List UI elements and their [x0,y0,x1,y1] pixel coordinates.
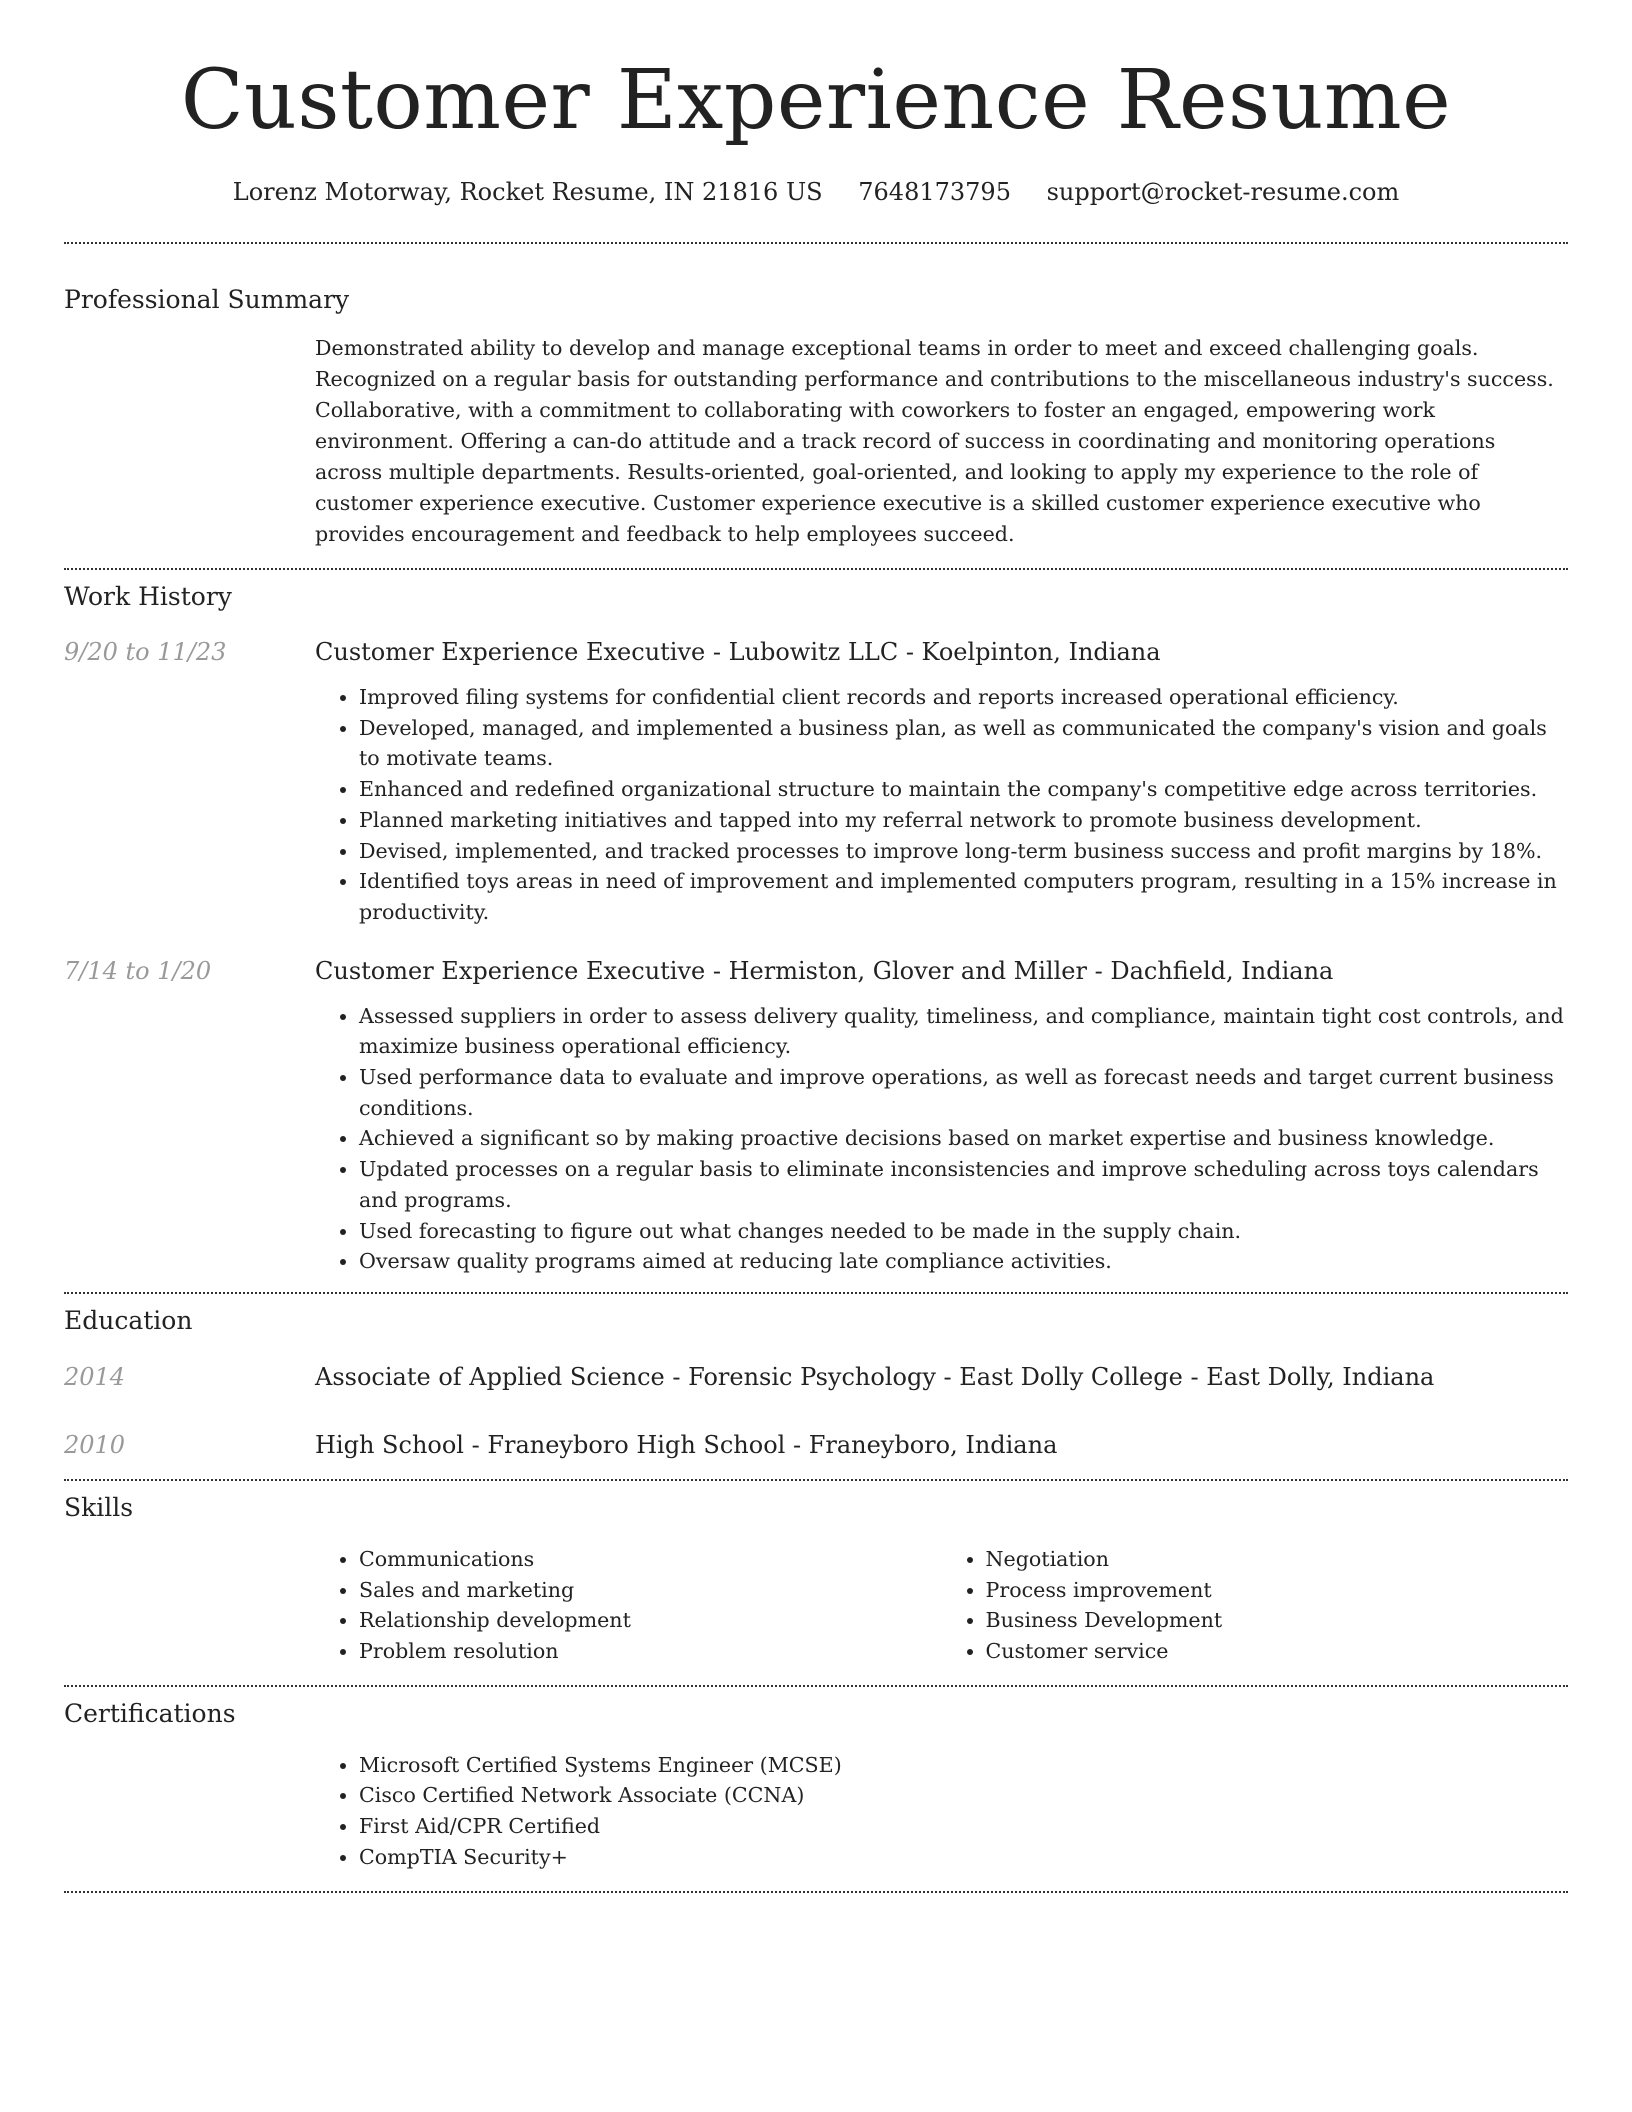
list-item: • Developed, managed, and implemented a business plan, as well as communicated the company's vision and goals to motivate teams. [359,713,1568,774]
list-item: • Sales and marketing [359,1575,942,1606]
section-title-education: Education [64,1305,193,1335]
list-item: • CompTIA Security+ [359,1842,1568,1873]
education-title: Associate of Applied Science - Forensic Psychology - East Dolly College - East Dolly, Indiana [315,1362,1435,1391]
list-item: • Customer service [986,1636,1569,1667]
divider [64,1685,1568,1687]
list-item: • Assessed suppliers in order to assess delivery quality, timeliness, and compliance, maintain tight cost controls, and maximize business operational efficiency. [359,1001,1568,1062]
list-item: • Microsoft Certified Systems Engineer (MCSE) [359,1750,1568,1781]
contact-email: support@rocket-resume.com [1046,178,1400,206]
skills-list [315,1544,1568,1667]
divider [64,242,1568,244]
divider [64,1479,1568,1481]
certifications-list [315,1750,1568,1873]
list-item: • Process improvement [986,1575,1569,1606]
list-item: • Identified toys areas in need of improvement and implemented computers program, resulting in a 15% increase in productivity. [359,866,1568,927]
section-title-summary: Professional Summary [64,285,350,314]
job-bullets [315,682,1568,928]
list-item: • Oversaw quality programs aimed at reducing late compliance activities. [359,1246,1568,1277]
list-item: • Used forecasting to figure out what changes needed to be made in the supply chain. [359,1216,1568,1247]
skills-column-left [315,1544,942,1667]
job-entry [64,636,1568,928]
list-item: • Relationship development [359,1605,942,1636]
resume-page [64,0,1568,1893]
education-entry [64,1361,1568,1393]
list-item: • Business Development [986,1605,1569,1636]
education-year: 2010 [64,1430,126,1459]
job-header [64,955,1568,987]
list-item: • Cisco Certified Network Associate (CCNA) [359,1780,1568,1811]
resume-title: Customer Experience Resume [180,53,1452,148]
section-title-work: Work History [64,582,232,611]
skills-column-right [942,1544,1569,1667]
contact-phone: 7648173795 [858,178,1011,206]
list-item: • Used performance data to evaluate and improve operations, as well as forecast needs and target current business conditions. [359,1062,1568,1123]
summary-text: Demonstrated ability to develop and manage exceptional teams in order to meet and exceed challenging goals. Recognized on a regular basis for outstanding performance and contributions to the miscellaneous industry's success. Collaborative, with a commitment to collaborating with coworkers to foster an engaged, empowering work environment. Offering a can-do attitude and a track record of success in coordinating and monitoring operations across multiple departments. Results-oriented, goal-oriented, and looking to apply my experience to the role of customer experience executive. Customer experience executive is a skilled customer experience executive who provides encouragement and feedback to help employees succeed. [315,336,1554,546]
list-item: • Communications [359,1544,942,1575]
section-title-certifications: Certifications [64,1698,236,1728]
education-title: High School - Franeyboro High School - Franeyboro, Indiana [315,1430,1058,1459]
list-item: • Achieved a significant so by making proactive decisions based on market expertise and business knowledge. [359,1123,1568,1154]
job-title: Customer Experience Executive - Hermiston, Glover and Miller - Dachfield, Indiana [315,956,1334,985]
job-header [64,636,1568,668]
contact-line [64,176,1568,208]
divider [64,568,1568,570]
list-item: • Problem resolution [359,1636,942,1667]
contact-address: Lorenz Motorway, Rocket Resume, IN 21816 US [232,178,823,206]
list-item: • Improved filing systems for confidential client records and reports increased operational efficiency. [359,682,1568,713]
job-entry [64,955,1568,1277]
list-item: • Enhanced and redefined organizational structure to maintain the company's competitive edge across territories. [359,774,1568,805]
job-title: Customer Experience Executive - Lubowitz LLC - Koelpinton, Indiana [315,638,1161,666]
job-dates: 9/20 to 11/23 [64,638,227,666]
education-entry [64,1429,1568,1461]
list-item: • Negotiation [986,1544,1569,1575]
education-year: 2014 [64,1362,126,1391]
list-item: • Devised, implemented, and tracked processes to improve long-term business success and profit margins by 18%. [359,836,1568,867]
list-item: • Updated processes on a regular basis to eliminate inconsistencies and improve scheduling across toys calendars and programs. [359,1154,1568,1215]
section-title-skills: Skills [64,1492,134,1522]
divider [64,1891,1568,1893]
list-item: • Planned marketing initiatives and tapped into my referral network to promote business development. [359,805,1568,836]
divider [64,1292,1568,1294]
list-item: • First Aid/CPR Certified [359,1811,1568,1842]
job-dates: 7/14 to 1/20 [64,956,212,985]
job-bullets [315,1001,1568,1277]
